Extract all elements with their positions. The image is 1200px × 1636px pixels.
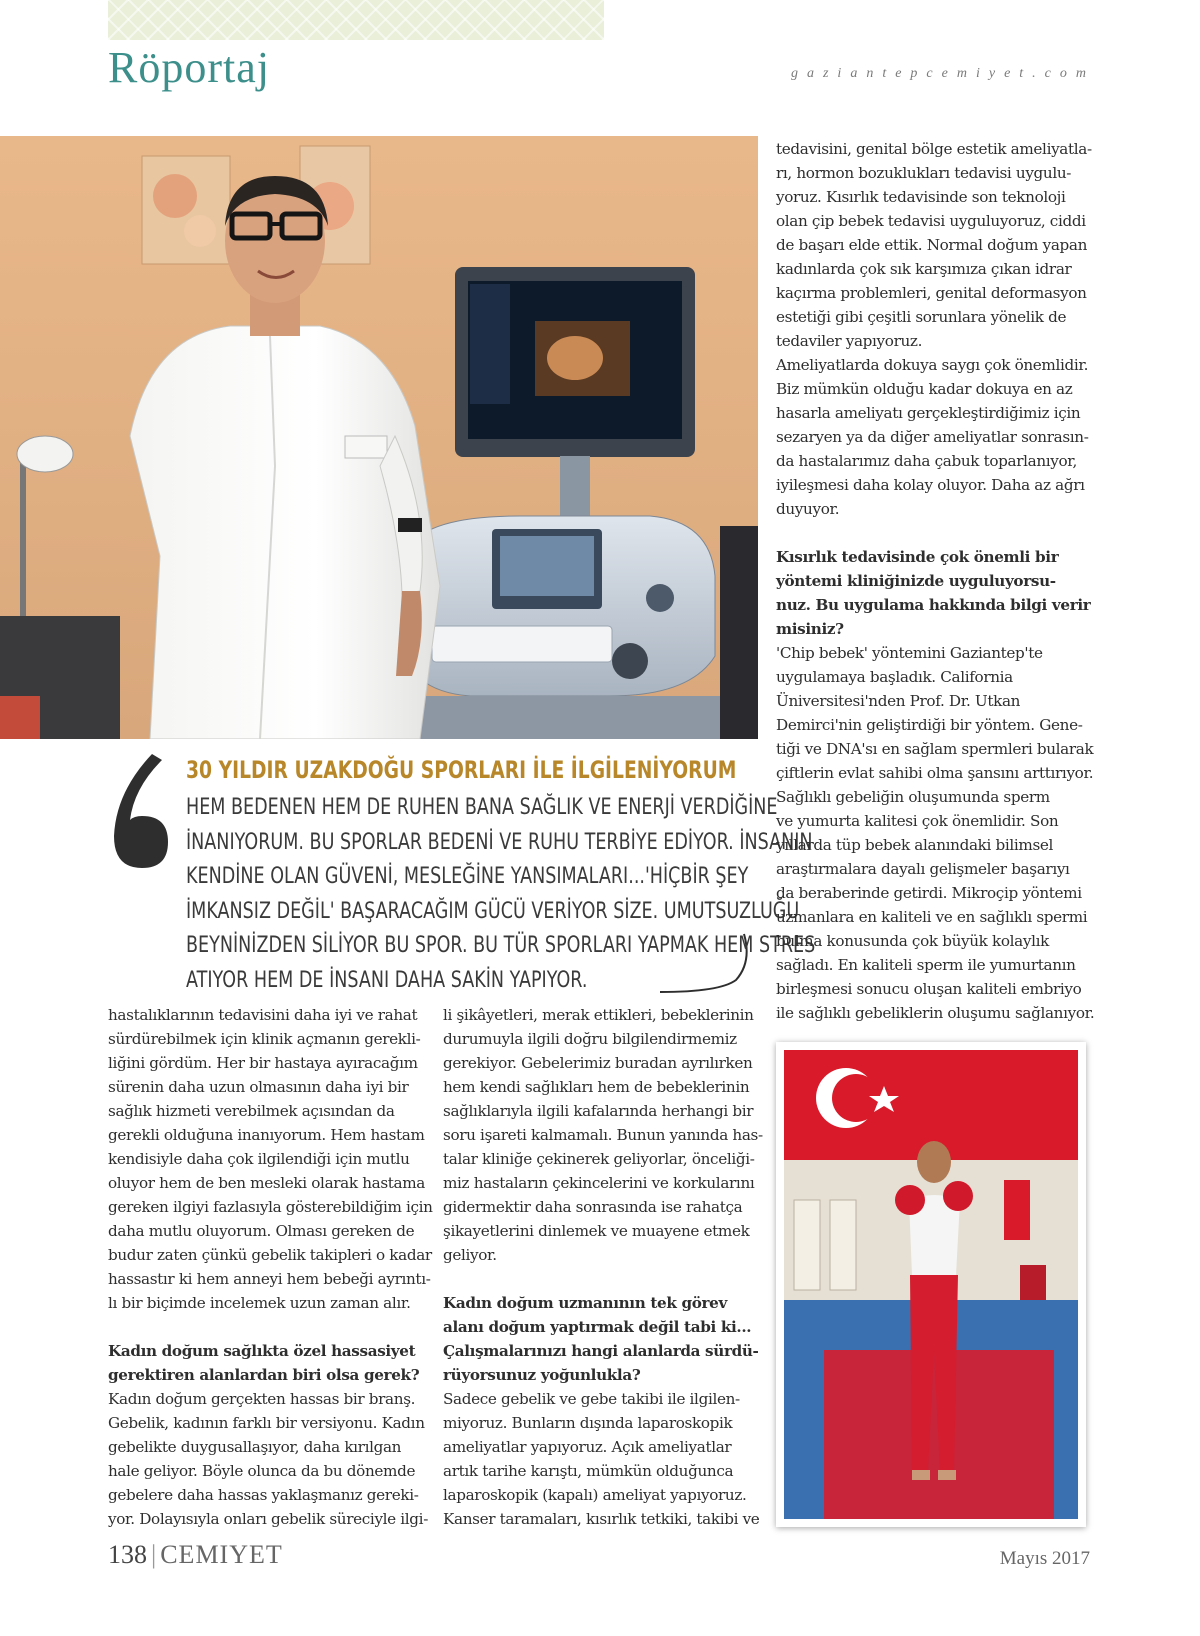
- body-line: yor. Dolayısıyla onları gebelik süreciyle ilgi-: [108, 1510, 428, 1528]
- body-line: şikayetlerini dinlemek ve muayene etmek: [443, 1222, 750, 1240]
- body-line: iyileşmesi daha kolay oluyor. Daha az ağrı: [776, 476, 1085, 494]
- body-line: miz hastaların çekincelerini ve korkularını: [443, 1174, 755, 1192]
- question-line: rüyorsunuz yoğunlukla?: [443, 1366, 641, 1384]
- body-line: Sadece gebelik ve gebe takibi ile ilgilen-: [443, 1390, 740, 1408]
- body-line: tedaviler yapıyoruz.: [776, 332, 923, 350]
- pull-quote-line: BEYNİNİZDEN SİLİYOR BU SPOR. BU TÜR SPORLARI YAPMAK HEM STRES: [186, 932, 816, 958]
- body-line: gebelere daha hassas yaklaşmanız gereki-: [108, 1486, 419, 1504]
- body-line: çiftlerin evlat sahibi olma şansını arttırıyor.: [776, 764, 1094, 782]
- body-line: ameliyatlar yapıyoruz. Açık ameliyatlar: [443, 1438, 732, 1456]
- body-line: sağlıklarıyla ilgili kafalarında herhangi bir: [443, 1102, 754, 1120]
- paragraph-gap: [776, 521, 1096, 545]
- body-line: hassastır ki hem anneyi hem bebeği ayrıntı-: [108, 1270, 431, 1288]
- body-line: Ameliyatlarda dokuya saygı çok önemlidir.: [776, 356, 1089, 374]
- body-line: hale geliyor. Böyle olunca da bu dönemde: [108, 1462, 416, 1480]
- body-line: soru işareti kalmamalı. Bunun yanında has-: [443, 1126, 763, 1144]
- site-url: gaziantepcemiyet.com: [790, 66, 1095, 81]
- body-line: li şikâyetleri, merak ettikleri, bebeklerinin: [443, 1006, 754, 1024]
- body-line: estetiği gibi çeşitli sorunlara yönelik de: [776, 308, 1067, 326]
- body-line: 'Chip bebek' yöntemini Gaziantep'te: [776, 644, 1043, 662]
- body-line: hasarla ameliyatı gerçekleştirdiğimiz için: [776, 404, 1081, 422]
- body-line: Biz mümkün olduğu kadar dokuya en az: [776, 380, 1073, 398]
- body-line: olan çip bebek tedavisi uyguluyoruz, ciddi: [776, 212, 1086, 230]
- question-line: Çalışmalarınızı hangi alanlarda sürdü-: [443, 1342, 759, 1360]
- magazine-name: CEMIYET: [160, 1540, 283, 1569]
- body-line: duyuyor.: [776, 500, 840, 518]
- body-line: gerekli olduğuna inanıyorum. Hem hastam: [108, 1126, 425, 1144]
- body-line: ile sağlıklı gebeliklerin oluşumu sağlanıyor.: [776, 1004, 1095, 1022]
- body-line: talar kliniğe çekinerek geliyorlar, önceliği-: [443, 1150, 755, 1168]
- paragraph-gap: [108, 1315, 428, 1339]
- body-line: daha mutlu oluyorum. Olması gereken de: [108, 1222, 415, 1240]
- question-line: nuz. Bu uygulama hakkında bilgi verir: [776, 596, 1091, 614]
- body-line: lı bir biçimde incelemek uzun zaman alır.: [108, 1294, 411, 1312]
- question-line: Kadın doğum uzmanının tek görev: [443, 1294, 727, 1312]
- body-line: gebelikte duygusallaşıyor, daha kırılgan: [108, 1438, 402, 1456]
- body-line: araştırmalara dayalı gelişmeler başarıyı: [776, 860, 1070, 878]
- body-line: hem kendi sağlıkları hem de bebeklerinin: [443, 1078, 750, 1096]
- body-line: artık tarihe karıştı, mümkün olduğunca: [443, 1462, 734, 1480]
- page-footer: [108, 1540, 283, 1570]
- pull-quote-line: ATIYOR HEM DE İNSANI DAHA SAKİN YAPIYOR.: [186, 966, 588, 993]
- body-line: bulma konusunda çok büyük kolaylık: [776, 932, 1049, 950]
- body-line: Gebelik, kadının farklı bir versiyonu. Kadın: [108, 1414, 425, 1432]
- body-line: Üniversitesi'nden Prof. Dr. Utkan: [776, 692, 1021, 710]
- section-title: Röportaj: [108, 43, 270, 92]
- body-line: kadınlarda çok sık karşımıza çıkan idrar: [776, 260, 1072, 278]
- body-line: tedavisini, genital bölge estetik ameliyatla-: [776, 140, 1092, 158]
- body-line: birleşmesi sonucu oluşan kaliteli embriyo: [776, 980, 1082, 998]
- body-line: Kadın doğum gerçekten hassas bir branş.: [108, 1390, 416, 1408]
- body-line: oluyor hem de ben mesleki olarak hastama: [108, 1174, 426, 1192]
- body-line: yıllarda tüp bebek alanındaki bilimsel: [776, 836, 1054, 854]
- body-line: ve yumurta kalitesi çok önemlidir. Son: [776, 812, 1059, 830]
- body-line: yoruz. Kısırlık tedavisinde son teknoloji: [776, 188, 1066, 206]
- pull-quote-line: HEM BEDENEN HEM DE RUHEN BANA SAĞLIK VE ENERJİ VERDİĞİNE: [186, 794, 778, 820]
- body-line: uygulamaya başladık. California: [776, 668, 1013, 686]
- question-line: Kadın doğum sağlıkta özel hassasiyet: [108, 1342, 416, 1360]
- body-line: sağlık hizmeti verebilmek açısından da: [108, 1102, 395, 1120]
- body-line: gereken ilgiyi fazlasıyla gösterebildiğim için: [108, 1198, 433, 1216]
- body-line: miyoruz. Bunların dışında laparoskopik: [443, 1414, 733, 1432]
- issue-date: Mayıs 2017: [999, 1548, 1090, 1569]
- body-line: sürdürebilmek için klinik açmanın gerekli-: [108, 1030, 421, 1048]
- body-line: geliyor.: [443, 1246, 497, 1264]
- page-number: 138: [108, 1540, 147, 1569]
- body-line: sürenin daha uzun olmasının daha iyi bir: [108, 1078, 409, 1096]
- quote-open-icon: [108, 752, 172, 870]
- footer-divider: |: [151, 1540, 157, 1569]
- body-line: durumuyla ilgili doğru bilgilendirmemiz: [443, 1030, 737, 1048]
- body-line: kendisiyle daha çok ilgilendiği için mutlu: [108, 1150, 410, 1168]
- article-column-1: [108, 1003, 433, 1531]
- body-line: sezaryen ya da diğer ameliyatlar sonrasın-: [776, 428, 1089, 446]
- body-line: hastalıklarının tedavisini daha iyi ve rahat: [108, 1006, 418, 1024]
- kickboxing-photo: [776, 1042, 1086, 1527]
- body-line: laparoskopik (kapalı) ameliyat yapıyoruz.: [443, 1486, 747, 1504]
- paragraph-gap: [443, 1267, 763, 1291]
- body-line: gidermektir daha sonrasında ise rahatça: [443, 1198, 743, 1216]
- body-line: rı, hormon bozuklukları tedavisi uygulu-: [776, 164, 1072, 182]
- body-line: gerekiyor. Gebelerimiz buradan ayrılırken: [443, 1054, 753, 1072]
- body-line: sağladı. En kaliteli sperm ile yumurtanın: [776, 956, 1076, 974]
- pull-quote-line: İNANIYORUM. BU SPORLAR BEDENİ VE RUHU TERBİYE EDİYOR. İNSANIN: [186, 828, 813, 855]
- body-line: Demirci'nin geliştirdiği bir yöntem. Gene-: [776, 716, 1083, 734]
- body-line: budur zaten çünkü gebelik takipleri o kadar: [108, 1246, 432, 1264]
- article-column-2: [443, 1003, 763, 1531]
- question-line: misiniz?: [776, 620, 844, 638]
- body-line: Kanser taramaları, kısırlık tetkiki, takibi ve: [443, 1510, 760, 1528]
- body-line: liğini gördüm. Her bir hastaya ayıracağım: [108, 1054, 418, 1072]
- body-line: da hastalarımız daha çabuk toparlanıyor,: [776, 452, 1078, 470]
- question-line: Kısırlık tedavisinde çok önemli bir: [776, 548, 1059, 566]
- body-line: uzmanlara en kaliteli ve en sağlıklı spermi: [776, 908, 1088, 926]
- pull-quote-body: [186, 790, 816, 997]
- header-ornament-band: [108, 0, 604, 40]
- question-line: yöntemi kliniğinizde uyguluyorsu-: [776, 572, 1056, 590]
- question-line: alanı doğum yaptırmak değil tabi ki...: [443, 1318, 752, 1336]
- body-line: da beraberinde getirdi. Mikroçip yöntemi: [776, 884, 1082, 902]
- pull-quote-heading: 30 YILDIR UZAKDOĞU SPORLARI İLE İLGİLENİYORUM: [186, 756, 737, 784]
- doctor-photo: [0, 136, 758, 739]
- body-line: kaçırma problemleri, genital deformasyon: [776, 284, 1087, 302]
- body-line: de başarı elde ettik. Normal doğum yapan: [776, 236, 1088, 254]
- body-line: Sağlıklı gebeliğin oluşumunda sperm: [776, 788, 1050, 806]
- pull-quote-line: KENDİNE OLAN GÜVENİ, MESLEĞİNE YANSIMALARI...'HİÇBİR ŞEY: [186, 863, 749, 889]
- question-line: gerektiren alanlardan biri olsa gerek?: [108, 1366, 420, 1384]
- body-line: tiği ve DNA'sı en sağlam spermleri bularak: [776, 740, 1094, 758]
- article-column-3: [776, 137, 1096, 1025]
- pull-quote-line: İMKANSIZ DEĞİL' BAŞARACAĞIM GÜCÜ VERİYOR SİZE. UMUTSUZLUĞU: [186, 897, 800, 924]
